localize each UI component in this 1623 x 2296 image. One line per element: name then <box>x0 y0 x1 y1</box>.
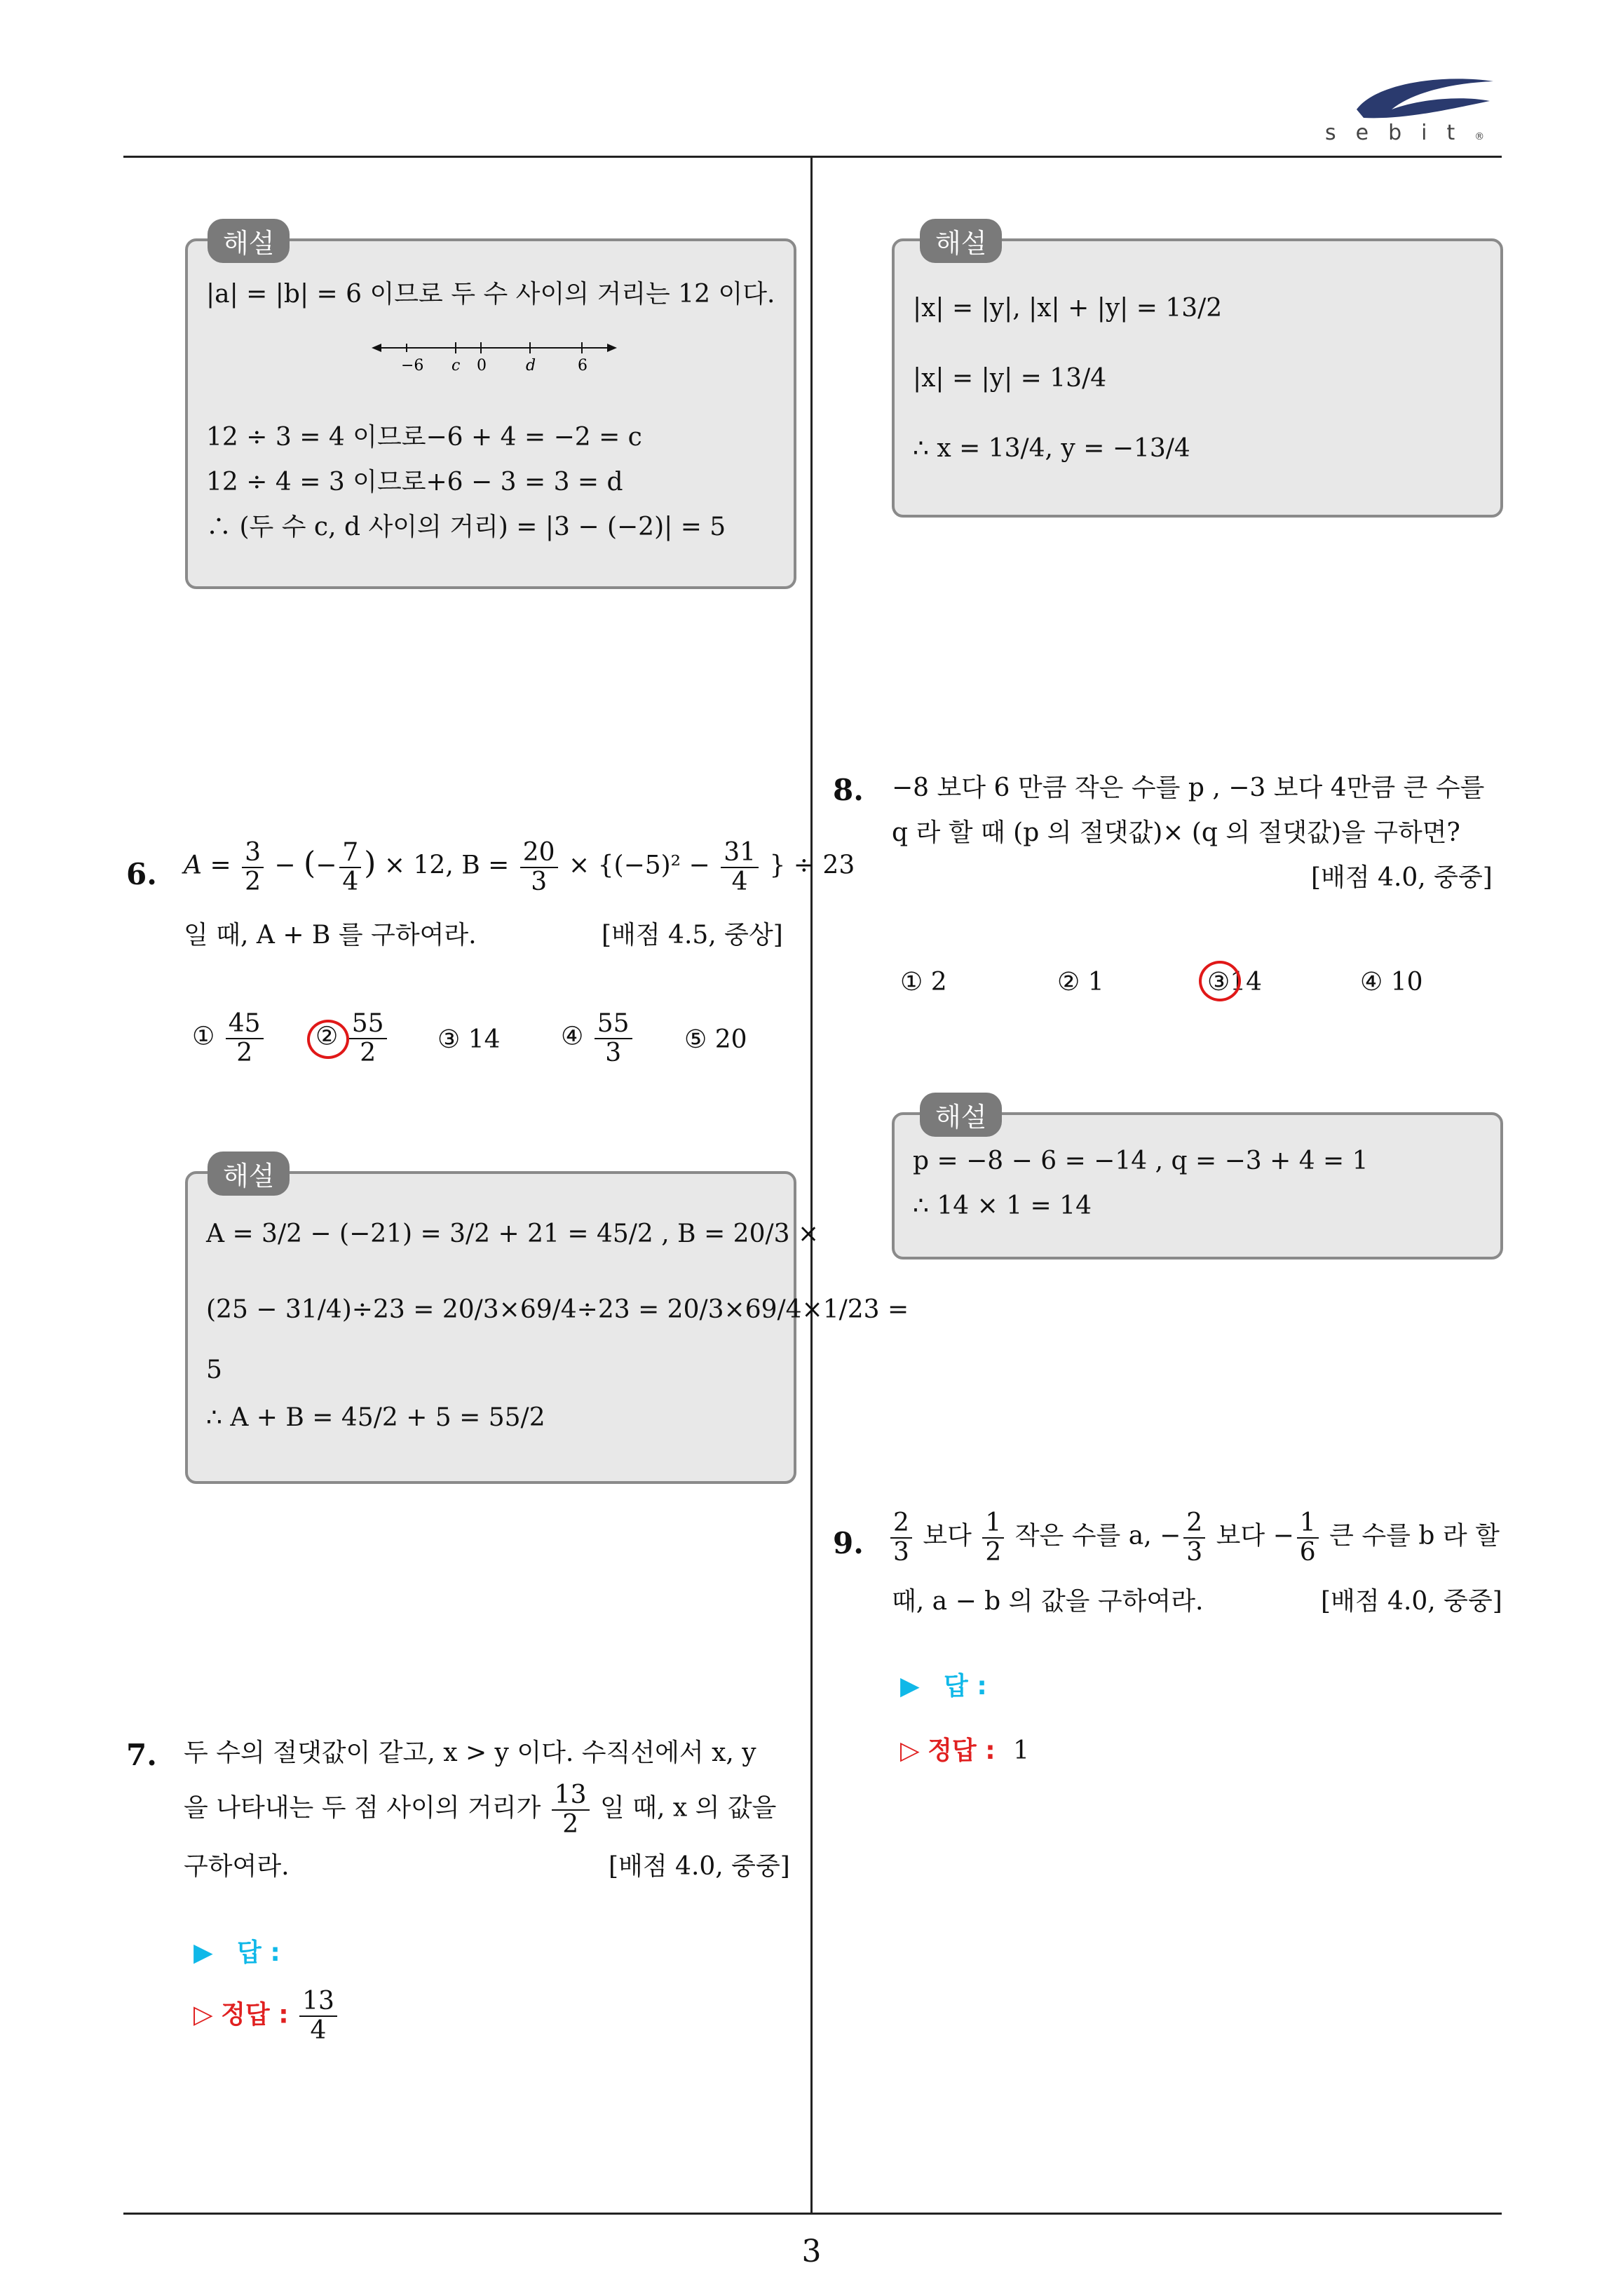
tick-d: d <box>526 357 536 374</box>
play-icon: ▶ <box>900 1672 920 1701</box>
sol5-line1: |a| = |b| = 6 이므로 두 수 사이의 거리는 12 이다. <box>206 280 775 309</box>
q9-number: 9. <box>833 1526 864 1560</box>
q8-choice-1[interactable]: ① 2 <box>900 968 947 997</box>
q6-line2: 일 때, A + B 를 구하여라. <box>184 921 477 950</box>
sol-r-line2: |x| = |y| = 13/4 <box>913 364 1107 393</box>
q7-correct-answer: ▷ 정답 : $\frac{13}{4}$ <box>193 1987 340 2044</box>
q7-score: [배점 4.0, 중중] <box>609 1852 790 1881</box>
q8-selected-circle <box>1199 961 1241 1001</box>
q8-score: [배점 4.0, 중중] <box>1311 863 1493 892</box>
q6-number: 6. <box>126 857 157 891</box>
q9-line1: $\frac{2}{3}$ 보다 $\frac{1}{2}$ 작은 수를 a, − $\frac{2}{3}$ 보다 − $\frac{1}{6}$ 큰 수를 b 라 할 <box>888 1509 1500 1566</box>
q8-sol-line1: p = −8 − 6 = −14 , q = −3 + 4 = 1 <box>913 1147 1369 1175</box>
q9-line2: 때, a − b 의 값을 구하여라. <box>892 1587 1204 1616</box>
q8-choice-4[interactable]: ④ 10 <box>1360 968 1423 997</box>
tick-c: c <box>451 357 461 374</box>
q7-line2: 을 나타내는 두 점 사이의 거리가 $\frac{13}{2}$ 일 때, x 의 값을 <box>184 1781 777 1839</box>
solution-tag: 해설 <box>920 219 1002 263</box>
q8-choice-3[interactable]: ③14 <box>1207 968 1263 997</box>
q7-line1: 두 수의 절댓값이 같고, x > y 이다. 수직선에서 x, y <box>184 1738 756 1767</box>
q8-number: 8. <box>833 773 864 807</box>
solution-box-q6 <box>185 1171 796 1484</box>
q8-line2: q 라 할 때 (p 의 절댓값)× (q 의 절댓값)을 구하면? <box>892 818 1460 847</box>
q7-number: 7. <box>126 1738 157 1772</box>
q6-choice-3[interactable]: ③ 14 <box>437 1025 501 1054</box>
q7-line3: 구하여라. <box>184 1852 290 1881</box>
footer-rule <box>123 2213 1502 2215</box>
q9-answer-prompt: ▶ 답 : <box>900 1672 987 1701</box>
sol5-line2: 12 ÷ 3 = 4 이므로−6 + 4 = −2 = c <box>206 423 642 452</box>
q6-sol-line1: A = 3/2 − (−21) = 3/2 + 21 = 45/2 , B = 20/3 × <box>206 1220 820 1248</box>
hollow-play-icon: ▷ <box>900 1736 920 1765</box>
q6-sol-line4: ∴ A + B = 45/2 + 5 = 55/2 <box>206 1403 545 1432</box>
q6-sol-line2: (25 − 31/4)÷23 = 20/3×69/4÷23 = 20/3×69/4×1/23 = <box>206 1295 909 1324</box>
q6-sol-line3: 5 <box>206 1356 222 1384</box>
sol5-line3: 12 ÷ 4 = 3 이므로+6 − 3 = 3 = d <box>206 468 623 497</box>
tick-0: 0 <box>477 357 487 374</box>
solution-tag: 해설 <box>208 219 290 263</box>
q6-score: [배점 4.5, 중상] <box>602 921 783 950</box>
header-rule <box>123 156 1502 158</box>
q8-sol-line2: ∴ 14 × 1 = 14 <box>913 1191 1092 1220</box>
q8-line1: −8 보다 6 만큼 작은 수를 p , −3 보다 4만큼 큰 수를 <box>892 774 1485 802</box>
solution-tag: 해설 <box>208 1152 290 1196</box>
play-icon: ▶ <box>193 1938 213 1967</box>
page-number: 3 <box>801 2234 822 2269</box>
q7-answer-prompt: ▶ 답 : <box>193 1938 280 1967</box>
sebit-logo-text: sebit® <box>1325 121 1485 145</box>
number-line <box>372 335 617 377</box>
solution-tag: 해설 <box>920 1093 1002 1137</box>
q6-choice-5[interactable]: ⑤ 20 <box>684 1025 747 1054</box>
sol5-line4: ∴ (두 수 c, d 사이의 거리) = |3 − (−2)| = 5 <box>206 513 726 541</box>
q9-score: [배점 4.0, 중중] <box>1321 1587 1502 1616</box>
q9-correct-answer: ▷ 정답 : 1 <box>900 1736 1029 1765</box>
q6-choice-4[interactable]: ④ $\frac{55}{3}$ <box>561 1010 635 1067</box>
q6-choice-2[interactable]: ② $\frac{55}{2}$ <box>315 1010 390 1067</box>
tick-6: 6 <box>578 357 588 374</box>
sol-r-line3: ∴ x = 13/4, y = −13/4 <box>913 434 1190 463</box>
q6-choice-1[interactable]: ① $\frac{45}{2}$ <box>192 1010 266 1067</box>
hollow-play-icon: ▷ <box>193 2000 213 2030</box>
q8-choice-2[interactable]: ② 1 <box>1057 968 1104 997</box>
sol-r-line1: |x| = |y|, |x| + |y| = 13/2 <box>913 294 1223 323</box>
tick-neg6: −6 <box>401 357 424 374</box>
q6-line1: A = $\frac{3}{2}$ − (− $\frac{7}{4}$ ) × 12, B = $\frac{20}{3}$ × {(−5)² − $\frac{31}{4}$ } ÷ 23 <box>184 838 855 896</box>
q6-selected-circle <box>307 1020 349 1059</box>
column-divider <box>810 157 813 2213</box>
